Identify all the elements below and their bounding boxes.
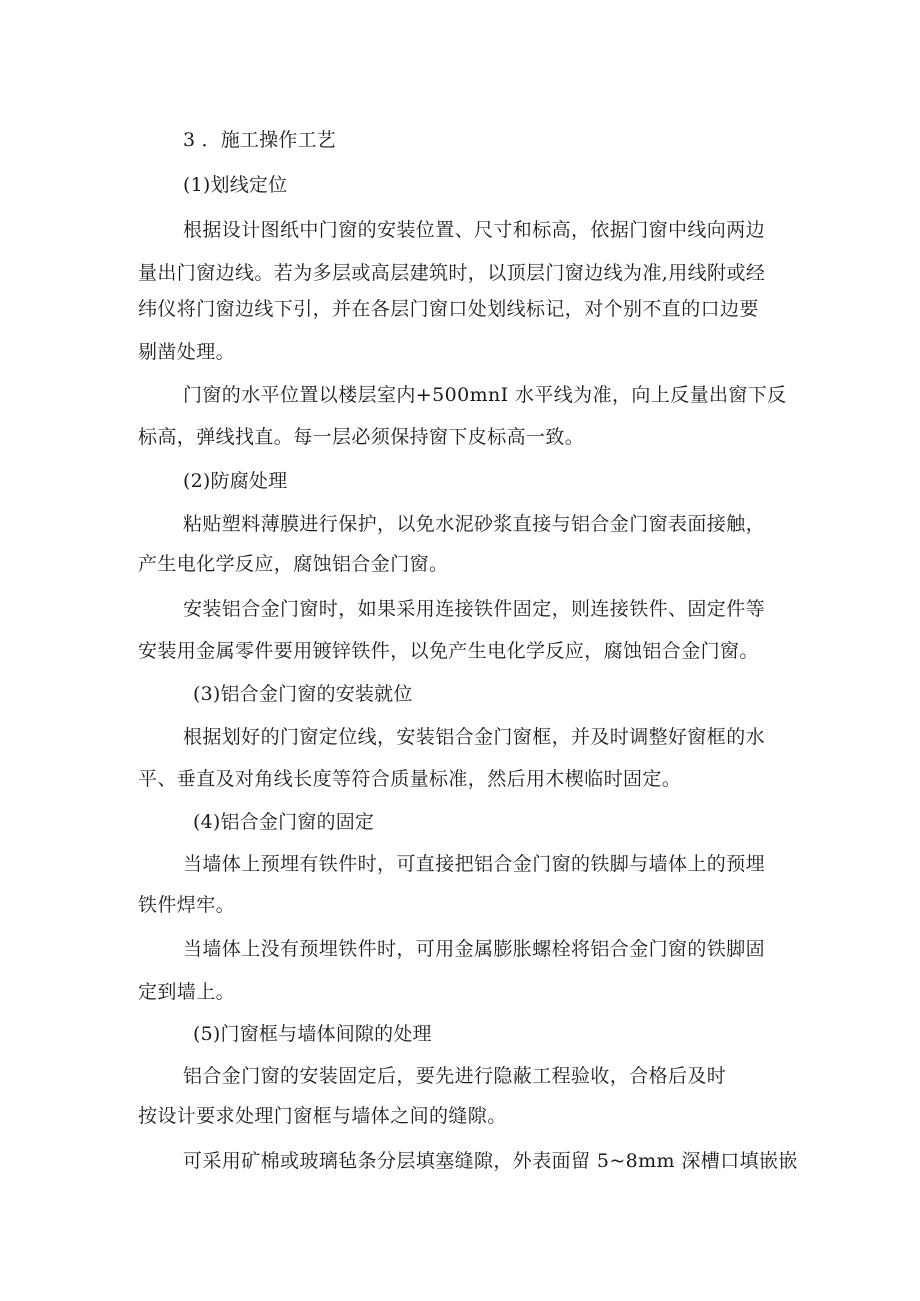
paragraph-line: 产生电化学反应，腐蚀铝合金门窗。 <box>138 553 449 575</box>
step-4-heading: (4)铝合金门窗的固定 <box>193 811 375 833</box>
paragraph-line: 量出门窗边线。若为多层或高层建筑时，以顶层门窗边线为准,用线附或经 <box>138 262 766 284</box>
paragraph-line: 当墙体上没有预埋铁件时，可用金属膨胀螺栓将铝合金门窗的铁脚固 <box>183 938 766 960</box>
paragraph-line: 门窗的水平位置以楼层室内+500mnI 水平线为准，向上反量出窗下反 <box>183 384 787 406</box>
paragraph-line: 安装用金属零件要用镀锌铁件，以免产生电化学反应，腐蚀铝合金门窗。 <box>138 640 759 662</box>
paragraph-line: 铁件焊牢。 <box>138 894 236 916</box>
paragraph-line: 根据设计图纸中门窗的安装位置、尺寸和标高，依据门窗中线向两边 <box>183 219 766 241</box>
paragraph-line: 安装铝合金门窗时，如果采用连接铁件固定，则连接铁件、固定件等 <box>183 598 766 620</box>
step-2-heading: (2)防腐处理 <box>183 470 288 492</box>
paragraph-line: 当墙体上预埋有铁件时，可直接把铝合金门窗的铁脚与墙体上的预埋 <box>183 853 766 875</box>
paragraph-line: 定到墙上。 <box>138 981 236 1003</box>
paragraph-line: 纬仪将门窗边线下引，并在各层门窗口处划线标记，对个别不直的口边要 <box>138 298 759 320</box>
paragraph-line: 剔凿处理。 <box>138 341 236 363</box>
section-title: 3 ．施工操作工艺 <box>183 129 336 151</box>
paragraph-line: 根据划好的门窗定位线，安装铝合金门窗框，并及时调整好窗框的水 <box>183 726 766 748</box>
paragraph-line: 按设计要求处理门窗框与墙体之间的缝隙。 <box>138 1105 507 1127</box>
paragraph-line: 标高，弹线找直。每一层必须保持窗下皮标高一致。 <box>138 426 585 448</box>
paragraph-line: 铝合金门窗的安装固定后，要先进行隐蔽工程验收，合格后及时 <box>183 1065 727 1087</box>
step-5-heading: (5)门窗框与墙体间隙的处理 <box>193 1023 432 1045</box>
paragraph-line: 平、垂直及对角线长度等符合质量标准，然后用木楔临时固定。 <box>138 768 682 790</box>
step-3-heading: (3)铝合金门窗的安装就位 <box>193 683 413 705</box>
paragraph-line: 可采用矿棉或玻璃毡条分层填塞缝隙，外表面留 5~8mm 深槽口填嵌嵌 <box>183 1150 798 1172</box>
step-1-heading: (1)划线定位 <box>183 174 288 196</box>
paragraph-line: 粘贴塑料薄膜进行保护，以免水泥砂浆直接与铝合金门窗表面接触， <box>183 513 766 535</box>
